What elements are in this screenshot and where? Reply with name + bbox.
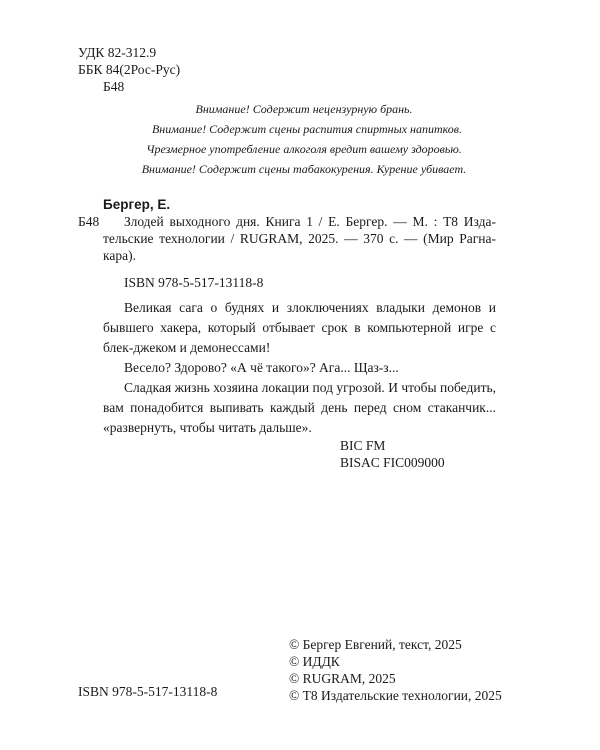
- annotation-paragraph: Сладкая жизнь хозяина локации под угрозой. И чтобы победить, вам понадобится выпивать каждый день перед сном стаканчик... «развернуть, чтобы читать дальше».: [103, 380, 496, 435]
- copyright-line: © Т8 Издательские технологии, 2025: [289, 688, 502, 703]
- isbn-footer: ISBN 978-5-517-13118-8: [78, 684, 218, 699]
- bibliography-line: тельские технологии / RUGRAM, 2025. — 370 с. — (Мир Рагна-: [103, 231, 496, 246]
- bibliography-mark: Б48: [78, 214, 100, 229]
- annotation-paragraph: Весело? Здорово? «А чё такого»? Ага... Щаз-з...: [124, 360, 399, 375]
- udk-code: УДК 82-312.9: [78, 45, 157, 60]
- copyright-line: © ИДДК: [289, 654, 340, 669]
- bibliography-line: кара).: [103, 248, 136, 263]
- author-mark: Б48: [103, 79, 125, 94]
- bibliography-line: Злодей выходного дня. Книга 1 / Е. Бергер. — М. : Т8 Изда-: [124, 214, 496, 229]
- bbk-code: ББК 84(2Рос-Рус): [78, 62, 181, 77]
- copyright-line: © Бергер Евгений, текст, 2025: [289, 637, 462, 652]
- warning-line: Чрезмерное употребление алкоголя вредит вашему здоровью.: [146, 142, 462, 156]
- bic-code: BIC FM: [340, 438, 386, 453]
- author-heading: Бергер, Е.: [103, 197, 171, 212]
- warning-line: Внимание! Содержит сцены табакокурения. Курение убивает.: [141, 162, 467, 176]
- bisac-code: BISAC FIC009000: [340, 455, 445, 470]
- copyright-line: © RUGRAM, 2025: [289, 671, 396, 686]
- content-warnings: [0, 99, 600, 179]
- isbn-main: ISBN 978-5-517-13118-8: [124, 275, 264, 290]
- copyright-block: [289, 636, 502, 704]
- warning-line: Внимание! Содержит сцены распития спиртных напитков.: [151, 122, 463, 136]
- warning-line: Внимание! Содержит нецензурную брань.: [195, 102, 413, 116]
- annotation-paragraph: Великая сага о буднях и злоключениях владыки демонов и бывшего хакера, который отбывает срок в компьютерной игре с блек-джеком и демонессами!: [103, 300, 496, 355]
